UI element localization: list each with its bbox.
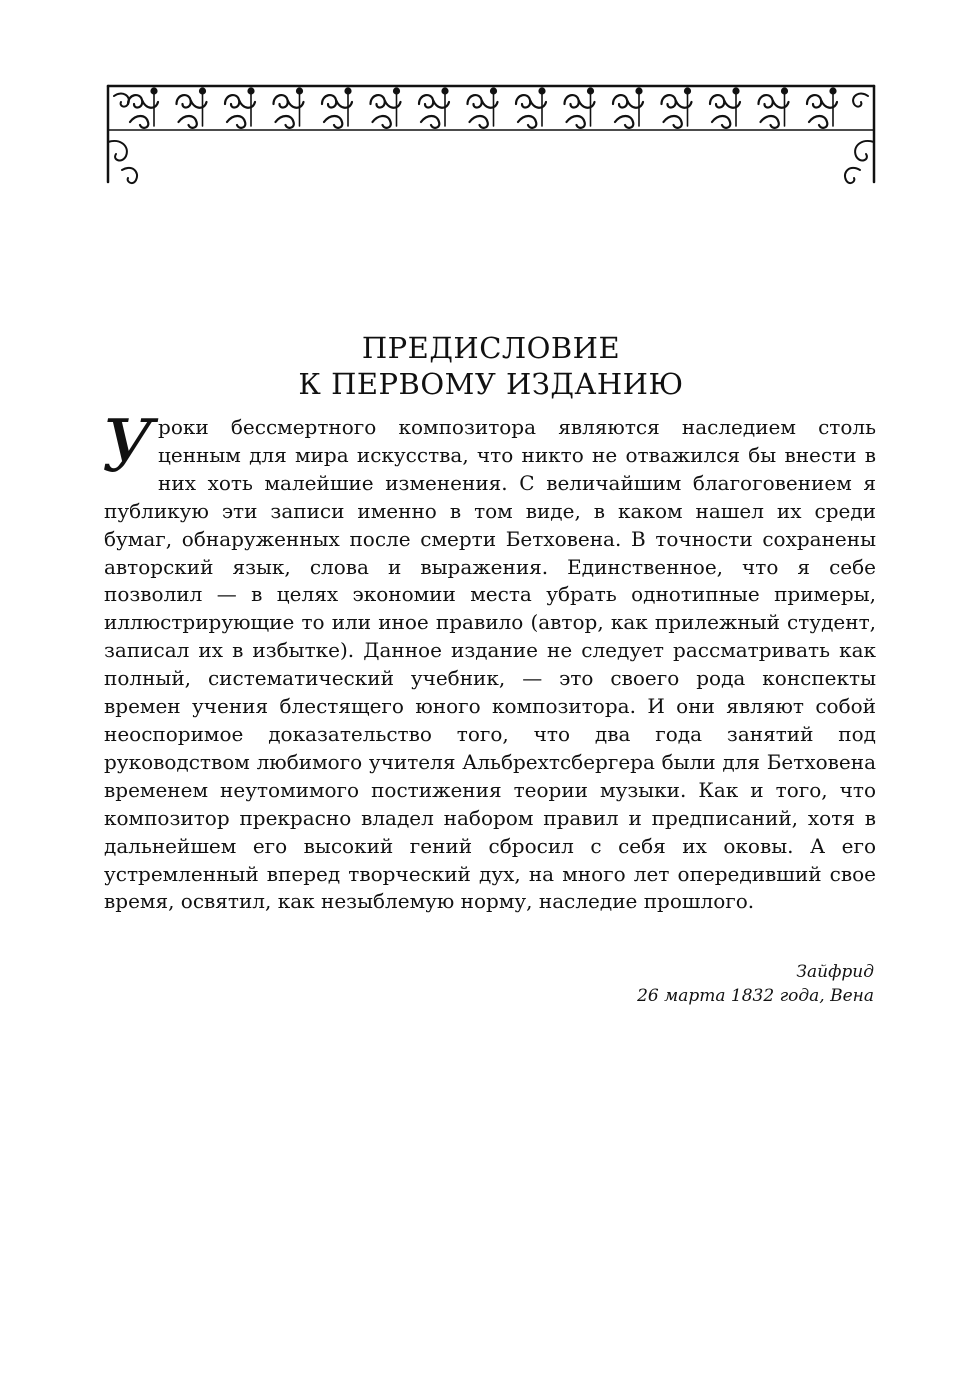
signature-date-place: 26 марта 1832 года, Вена — [637, 986, 874, 1006]
title-line-2: К ПЕРВОМУ ИЗДАНИЮ — [298, 367, 684, 401]
decorative-border-icon — [104, 82, 878, 186]
title-line-1: ПРЕДИСЛОВИЕ — [361, 331, 621, 365]
drop-cap: У — [102, 404, 155, 488]
signature-author: Зайфрид — [796, 962, 874, 982]
preface-paragraph — [102, 404, 876, 916]
preface-text: роки бессмертного композитора являются наследием столь ценным для мира искусства, что никто не отважился бы внести в них хоть малейшие изменения. С величайшим благоговением я публикую эти записи именно в том виде, в каком нашел их среди бумаг, обнаруженных после смерти Бетховена. В точности сохранены авторский язык, слова и выражения. Единственное, что я себе позволил — в целях экономии места убрать однотипные примеры, иллюстрирующие то или иное правило (автор, как прилежный студент, записал их в избытке). Данное издание не следует рассматривать как полный, систематический учебник, — это своего рода конспекты времен учения блестящего юного композитора. И они являют собой неоспоримое доказательство того, что два года занятий под руководством любимого учителя Альбрехтсбергера были для Бетховена временем неутомимого постижения теории музыки. Как и того, что композитор прекрасно владел набором правил и предписаний, хотя в дальнейшем его высокий гений сбросил с себя их оковы. А его устремленный вперед творческий дух, на много лет опередивший свое время, освятил, как незыблемую норму, наследие прошлого. — [104, 415, 876, 914]
page-title — [104, 330, 878, 402]
signature-block — [637, 960, 874, 1008]
